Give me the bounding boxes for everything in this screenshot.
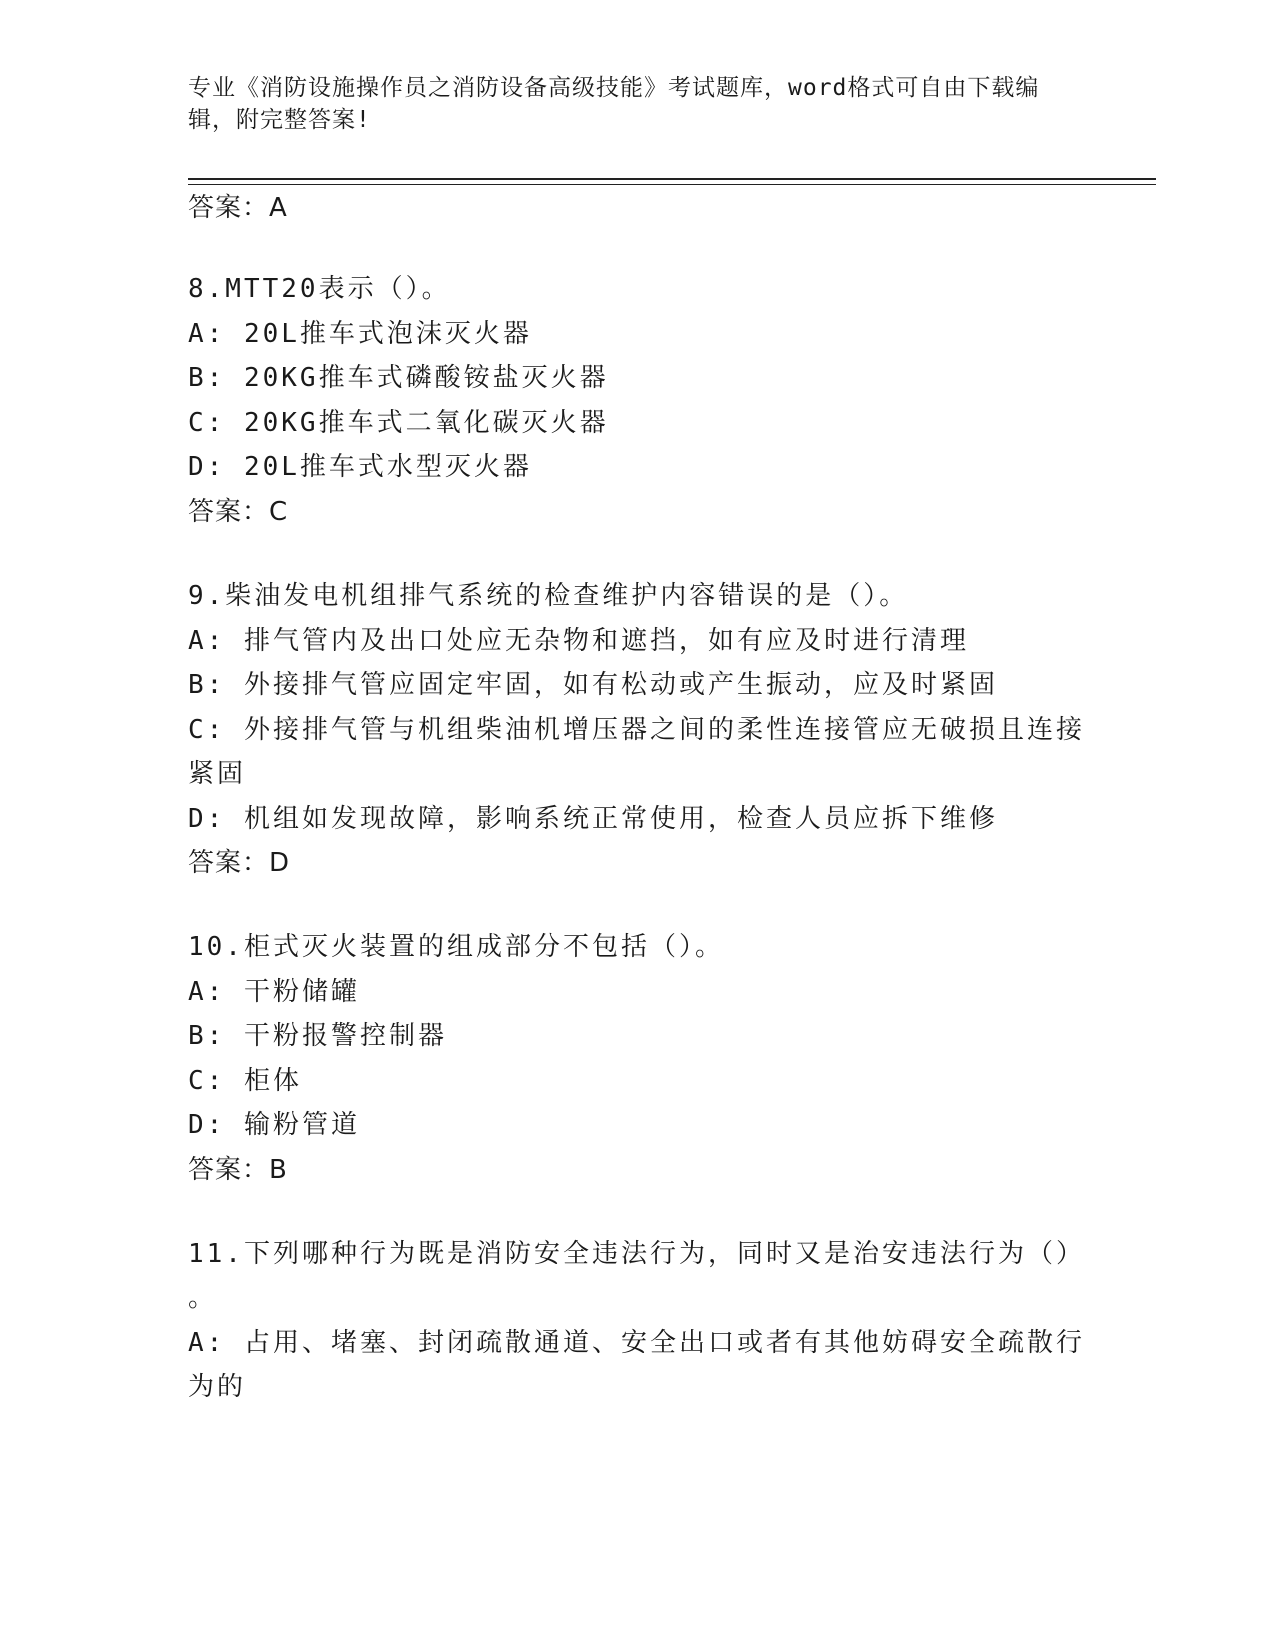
question-9-option-d: D: 机组如发现故障，影响系统正常使用，检查人员应拆下维修 — [188, 804, 998, 834]
question-9-option-c: C: 外接排气管与机组柴油机增压器之间的柔性连接管应无破损且连接 — [188, 715, 1085, 745]
question-9-option-b: B: 外接排气管应固定牢固，如有松动或产生振动，应及时紧固 — [188, 670, 998, 700]
question-10-option-c: C: 柜体 — [188, 1066, 302, 1096]
question-8-answer: 答案：C — [188, 497, 289, 527]
question-8-option-a: A: 20L推车式泡沫灭火器 — [188, 319, 532, 349]
question-8-option-c: C: 20KG推车式二氧化碳灭火器 — [188, 408, 609, 438]
question-11-stem: 11.下列哪种行为既是消防安全违法行为，同时又是治安违法行为（） — [188, 1239, 1085, 1269]
document-header — [188, 72, 1078, 136]
question-9-option-c-cont: 紧固 — [188, 759, 247, 789]
question-11-option-a-cont: 为的 — [188, 1372, 247, 1402]
question-11-option-a: A: 占用、堵塞、封闭疏散通道、安全出口或者有其他妨碍安全疏散行 — [188, 1328, 1085, 1358]
question-10-answer: 答案：B — [188, 1155, 288, 1185]
question-10-stem: 10.柜式灭火装置的组成部分不包括（）。 — [188, 932, 724, 962]
header-line-2: 辑，附完整答案! — [188, 107, 371, 133]
header-rule-thin — [188, 184, 1156, 185]
header-line-1: 专业《消防设施操作员之消防设备高级技能》考试题库，word格式可自由下载编 — [188, 75, 1040, 101]
question-10-option-a: A: 干粉储罐 — [188, 977, 360, 1007]
question-10-option-d: D: 输粉管道 — [188, 1110, 360, 1140]
question-9-stem: 9.柴油发电机组排气系统的检查维护内容错误的是（）。 — [188, 581, 909, 611]
answer-previous: 答案：A — [188, 193, 288, 223]
question-8-stem: 8.MTT20表示（）。 — [188, 274, 451, 304]
question-9-answer: 答案：D — [188, 848, 291, 878]
header-rule-thick — [188, 178, 1156, 180]
question-10-option-b: B: 干粉报警控制器 — [188, 1021, 447, 1051]
question-8-option-b: B: 20KG推车式磷酸铵盐灭火器 — [188, 363, 609, 393]
question-11-stem-cont: 。 — [188, 1283, 218, 1313]
question-8-option-d: D: 20L推车式水型灭火器 — [188, 452, 532, 482]
question-9-option-a: A: 排气管内及出口处应无杂物和遮挡，如有应及时进行清理 — [188, 626, 969, 656]
